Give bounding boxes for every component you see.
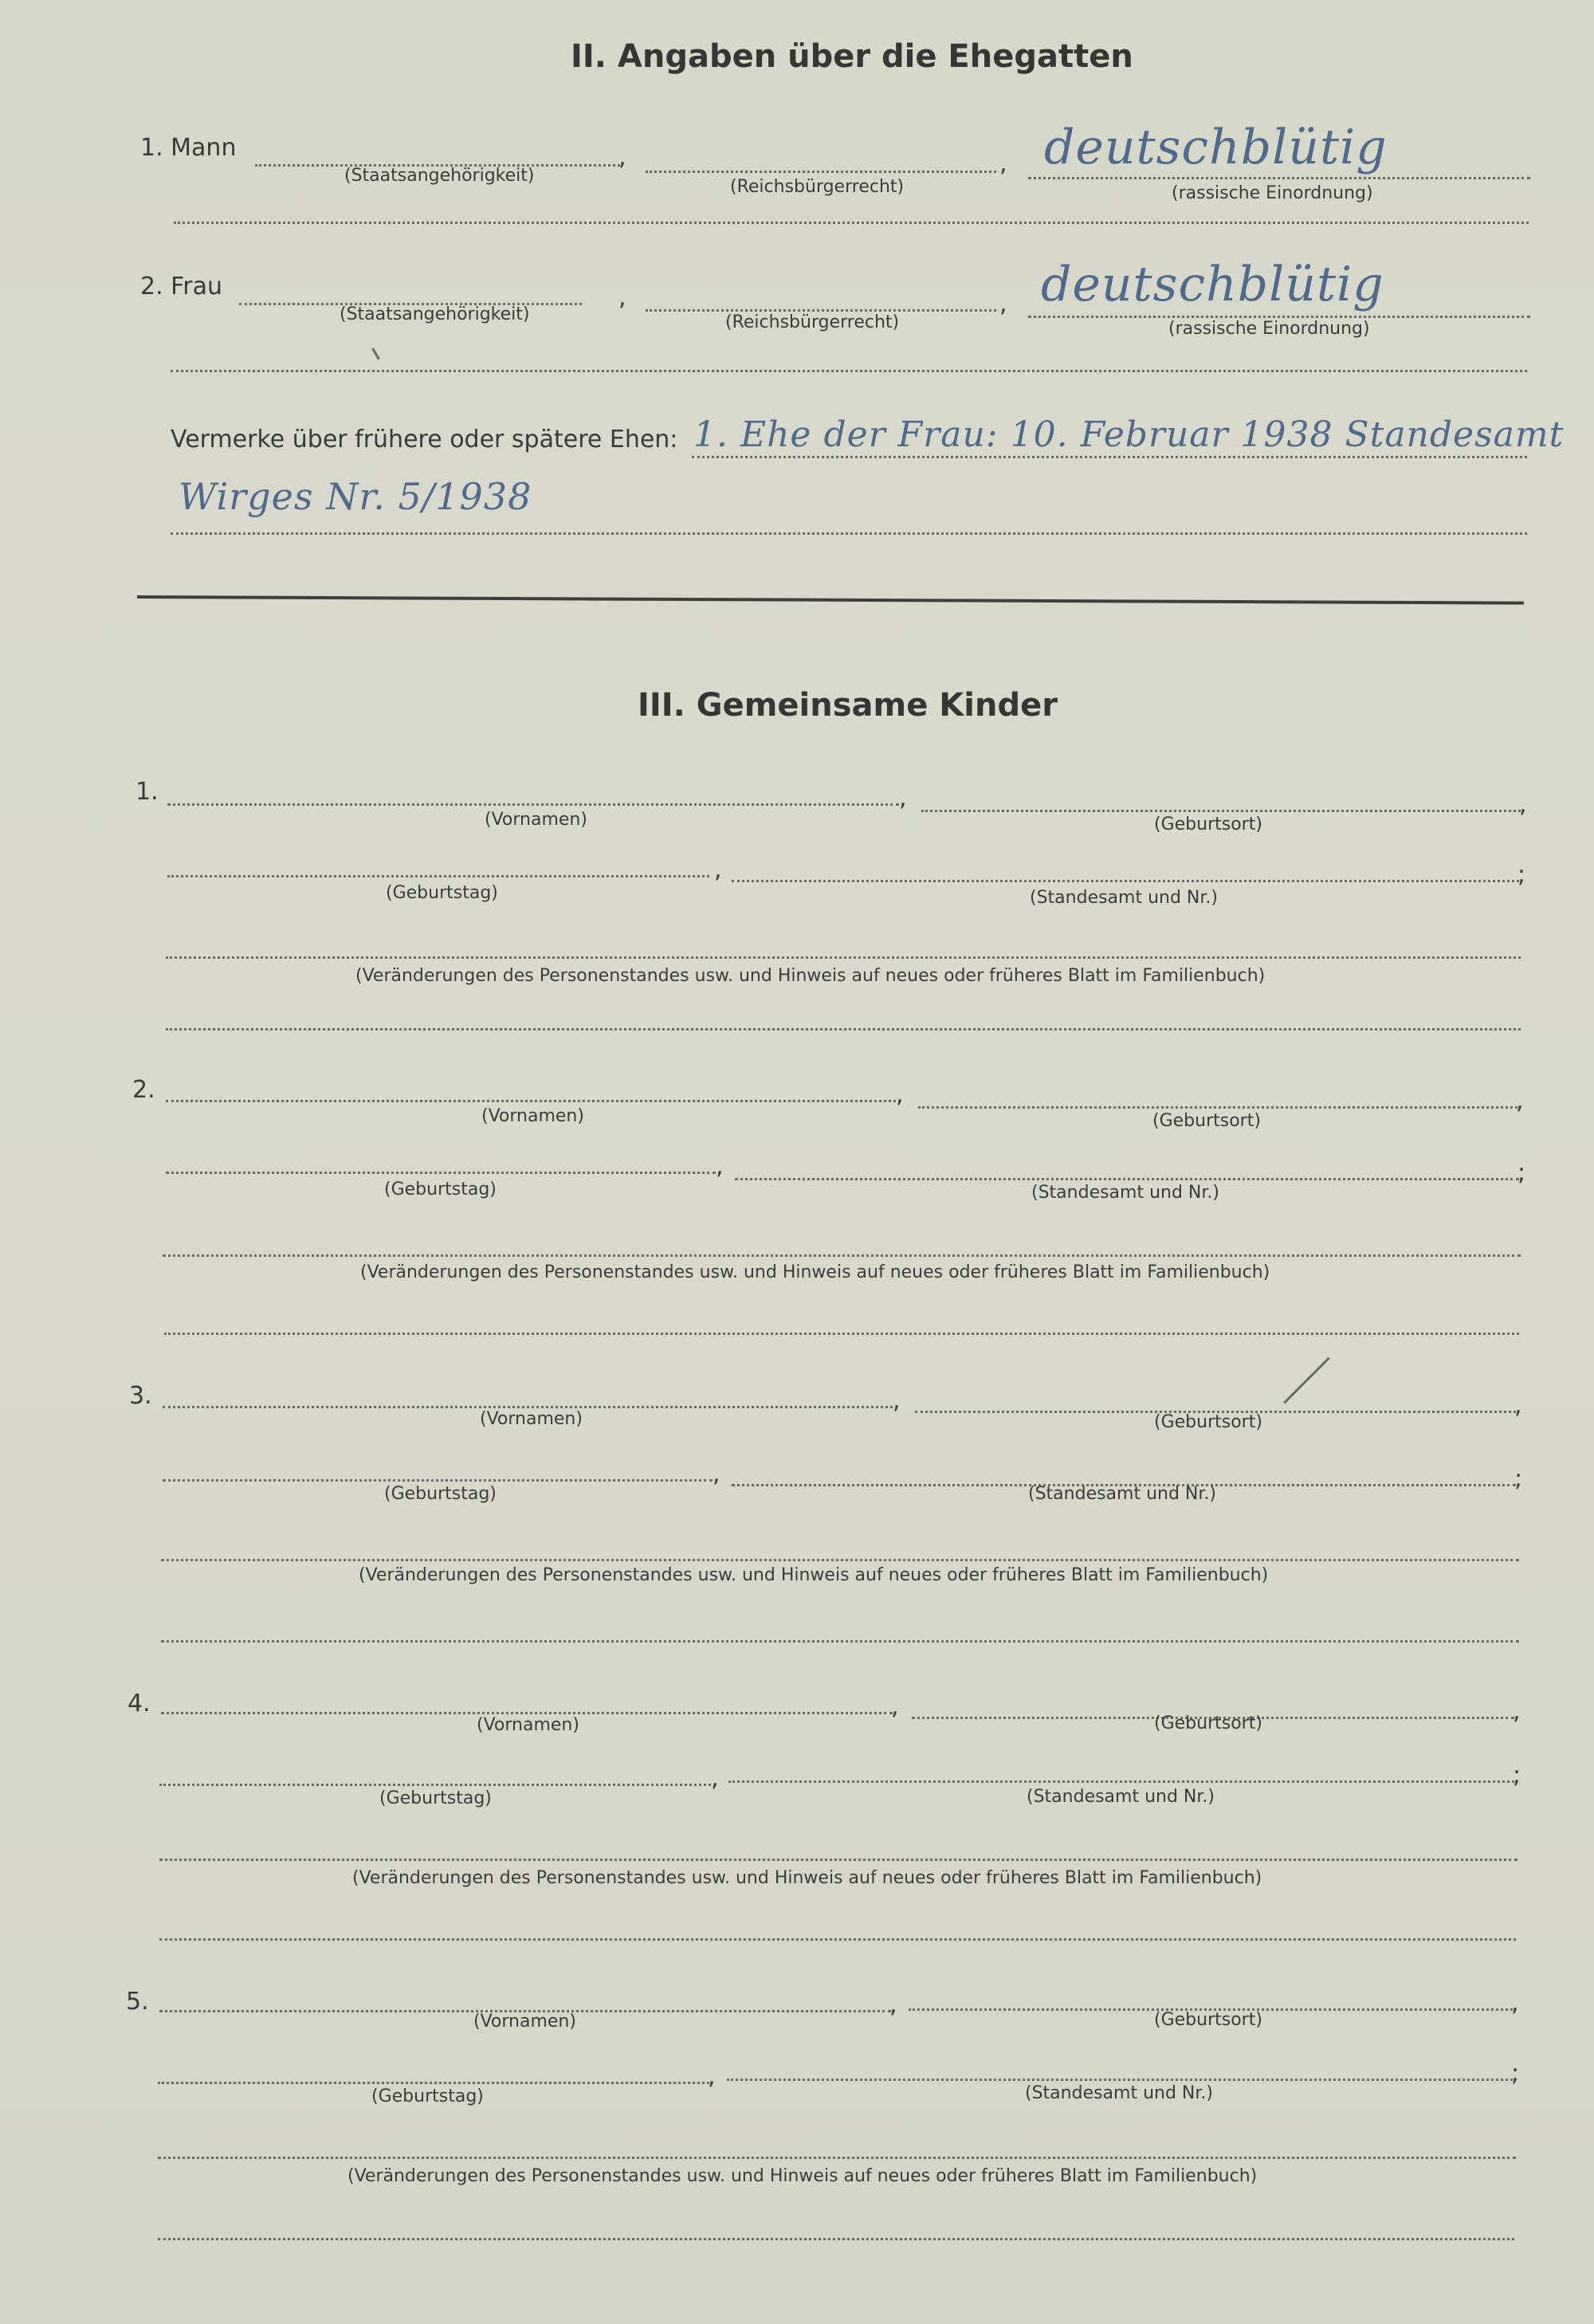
child-1-vornamen-field[interactable] — [167, 803, 899, 806]
child-4-number: 4. — [128, 1690, 151, 1717]
child-1-geburtstag-field[interactable] — [167, 875, 709, 877]
child-1-caption-geburtsort: (Geburtsort) — [1154, 815, 1262, 834]
child-5-number: 5. — [126, 1988, 149, 2016]
child-3-caption-veraenderungen: (Veränderungen des Personenstandes usw. und Hinweis auf neues oder früheres Blatt im Familienbuch) — [359, 1565, 1269, 1585]
child-4-veraenderungen-field-2[interactable] — [159, 1938, 1516, 1941]
child-3-vornamen-field[interactable] — [163, 1406, 893, 1408]
mann-continuation-line[interactable] — [174, 222, 1529, 224]
child-3-caption-vornamen: (Vornamen) — [480, 1409, 583, 1429]
frau-label: 2. Frau — [140, 273, 222, 300]
child-5-standesamt-field[interactable] — [727, 2079, 1513, 2081]
frau-continuation-line[interactable] — [171, 370, 1527, 372]
child-5-caption-geburtsort: (Geburtsort) — [1154, 2010, 1262, 2030]
child-4-caption-geburtsort: (Geburtsort) — [1154, 1714, 1262, 1733]
child-1-caption-vornamen: (Vornamen) — [485, 810, 587, 830]
child-1-number: 1. — [135, 778, 159, 806]
frau-reichsbuergerrecht-field[interactable] — [646, 309, 996, 312]
child-1-caption-geburtstag: (Geburtstag) — [386, 883, 498, 903]
child-5-geburtstag-field[interactable] — [158, 2082, 709, 2084]
frau-rassische-einordnung-field[interactable] — [1028, 316, 1530, 318]
child-1-caption-standesamt: (Standesamt und Nr.) — [1030, 888, 1218, 908]
child-1-veraenderungen-field-1[interactable] — [166, 956, 1521, 959]
child-4-caption-veraenderungen: (Veränderungen des Personenstandes usw. und Hinweis auf neues oder früheres Blatt im Familienbuch) — [352, 1868, 1262, 1888]
mann-rassische-einordnung-field[interactable] — [1028, 177, 1530, 179]
child-5-caption-geburtstag: (Geburtstag) — [371, 2086, 484, 2106]
child-4-geburtstag-field[interactable] — [159, 1784, 711, 1786]
child-1-veraenderungen-field-2[interactable] — [166, 1028, 1521, 1030]
child-5-veraenderungen-field-1[interactable] — [158, 2157, 1516, 2159]
pen-mark — [371, 347, 380, 359]
mann-caption-reichsbuergerrecht: (Reichsbürgerrecht) — [730, 177, 905, 197]
pen-mark-diagonal — [1283, 1357, 1330, 1404]
section-divider — [137, 595, 1524, 605]
child-3-veraenderungen-field-1[interactable] — [161, 1559, 1519, 1561]
child-2-caption-geburtstag: (Geburtstag) — [384, 1180, 497, 1199]
vermerke-field-line-2[interactable] — [171, 532, 1527, 535]
child-4-vornamen-field[interactable] — [161, 1712, 893, 1714]
child-3-number: 3. — [129, 1382, 152, 1410]
child-2-standesamt-field[interactable] — [735, 1178, 1519, 1180]
child-5-caption-standesamt: (Standesamt und Nr.) — [1025, 2083, 1213, 2103]
child-2-veraenderungen-field-2[interactable] — [164, 1333, 1519, 1335]
child-2-number: 2. — [132, 1076, 155, 1104]
vermerke-field-line-1[interactable] — [692, 456, 1527, 458]
child-4-standesamt-field[interactable] — [728, 1780, 1514, 1783]
section-3-title: III. Gemeinsame Kinder — [638, 687, 1058, 724]
child-2-caption-geburtsort: (Geburtsort) — [1152, 1111, 1261, 1131]
child-4-caption-vornamen: (Vornamen) — [477, 1715, 579, 1735]
child-4-caption-geburtstag: (Geburtstag) — [379, 1788, 492, 1808]
child-3-veraenderungen-field-2[interactable] — [161, 1640, 1519, 1643]
child-1-standesamt-field[interactable] — [732, 880, 1519, 882]
child-1-geburtsort-field[interactable] — [921, 810, 1521, 812]
frau-rassische-einordnung-value: deutschblütig — [1041, 257, 1384, 312]
mann-rassische-einordnung-value: deutschblütig — [1044, 120, 1388, 175]
mann-caption-staatsangehoerigkeit: (Staatsangehörigkeit) — [344, 166, 535, 186]
frau-caption-staatsangehoerigkeit: (Staatsangehörigkeit) — [340, 304, 530, 324]
child-3-caption-standesamt: (Standesamt und Nr.) — [1028, 1484, 1216, 1504]
child-5-veraenderungen-field-2[interactable] — [158, 2238, 1514, 2240]
vermerke-handwritten-line-1: 1. Ehe der Frau: 10. Februar 1938 Standesamt — [693, 414, 1565, 455]
child-2-caption-vornamen: (Vornamen) — [481, 1106, 584, 1126]
child-3-caption-geburtstag: (Geburtstag) — [384, 1484, 497, 1504]
frau-caption-rassische-einordnung: (rassische Einordnung) — [1168, 319, 1370, 339]
child-2-vornamen-field[interactable] — [166, 1100, 896, 1102]
child-3-caption-geburtsort: (Geburtsort) — [1154, 1412, 1262, 1432]
mann-caption-rassische-einordnung: (rassische Einordnung) — [1172, 183, 1373, 203]
child-3-geburtstag-field[interactable] — [163, 1479, 713, 1482]
vermerke-handwritten-line-2: Wirges Nr. 5/1938 — [179, 475, 532, 518]
child-2-caption-standesamt: (Standesamt und Nr.) — [1031, 1183, 1219, 1203]
mann-reichsbuergerrecht-field[interactable] — [646, 171, 996, 173]
child-2-geburtsort-field[interactable] — [918, 1106, 1517, 1109]
child-2-caption-veraenderungen: (Veränderungen des Personenstandes usw. und Hinweis auf neues oder früheres Blatt im Familienbuch) — [360, 1262, 1270, 1282]
child-4-caption-standesamt: (Standesamt und Nr.) — [1027, 1787, 1215, 1807]
mann-label: 1. Mann — [140, 134, 237, 162]
frau-caption-reichsbuergerrecht: (Reichsbürgerrecht) — [725, 312, 900, 332]
child-5-caption-veraenderungen: (Veränderungen des Personenstandes usw. und Hinweis auf neues oder früheres Blatt im Familienbuch) — [347, 2166, 1258, 2186]
child-2-geburtstag-field[interactable] — [166, 1172, 716, 1174]
vermerke-label: Vermerke über frühere oder spätere Ehen: — [171, 426, 678, 453]
child-1-caption-veraenderungen: (Veränderungen des Personenstandes usw. und Hinweis auf neues oder früheres Blatt im Familienbuch) — [355, 966, 1266, 986]
child-2-veraenderungen-field-1[interactable] — [163, 1254, 1521, 1257]
child-4-veraenderungen-field-1[interactable] — [159, 1859, 1517, 1861]
child-5-caption-vornamen: (Vornamen) — [473, 2012, 576, 2032]
form-page: II. Angaben über die Ehegatten 1. Mann , , deutschblütig (Staatsangehörigkeit) (Reichsbürgerrecht) (rassische Einordnung) 2. Frau , , deutschblütig (Staatsangehörigkeit) (Reichsbürgerrecht) (rassische Einordnung) Vermerke über frühere oder spätere Ehen: 1. Ehe der Frau: 10. Februar 1938 Standesamt Wirges Nr. 5/1938 III. Gemeinsame Kinder 1. , , (Vornamen) (Geburtsort) , ; (Geburtstag) (Standesamt und Nr.) (Veränderungen des Personenstandes usw. und Hinweis auf neues oder früheres Blatt im Familienbuch) 2. , , (Vornamen) (Geburtsort) , ; (Geburtstag) (Standesamt und Nr.) (Veränderungen des Personenstandes usw. und Hinweis auf neues oder früheres Blatt im Familienbuch) 3. , , (Vornamen) (Geburtsort) , ; (Geburtstag) (Standesamt und Nr.) (Veränderungen des Personenstandes usw. und Hinweis auf neues oder früheres Blatt im Familienbuch) 4. , , (Vornamen) (Geburtsort) , ; (Geburtstag) (Standesamt und Nr.) (Veränderungen des Personenstandes usw. und Hinweis auf neues oder früheres Blatt im Familienbuch) 5. , , (Vornamen) (Geburtsort) , ; (Geburtstag) (Standesamt und Nr.) (Veränderungen des Personenstandes usw. und Hinweis auf neues oder früheres Blatt im Familienbuch) — [0, 0, 1594, 2324]
section-2-title: II. Angaben über die Ehegatten — [571, 38, 1133, 75]
